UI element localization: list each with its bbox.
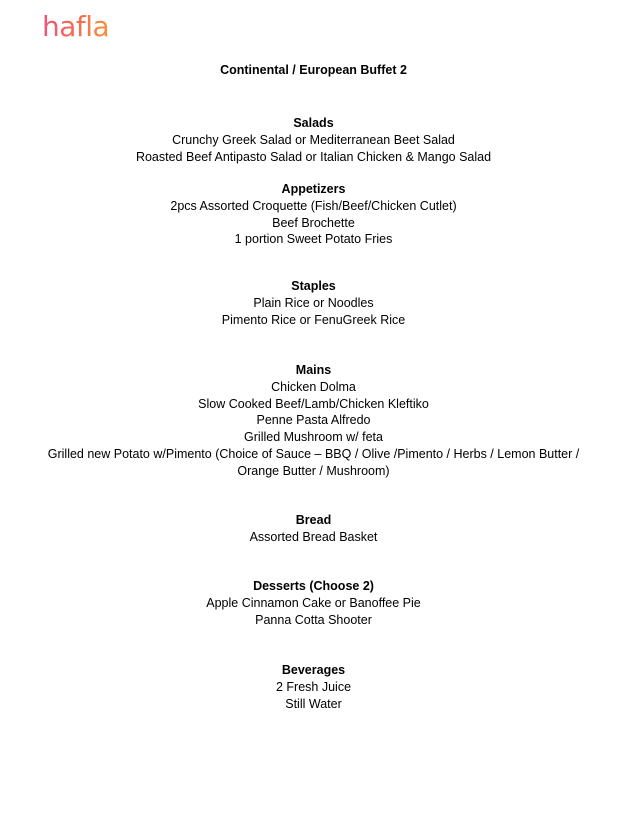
menu-item: Chicken Dolma (271, 379, 356, 394)
section-salads (0, 115, 627, 165)
section-heading: Desserts (Choose 2) (253, 579, 374, 593)
menu-item: Crunchy Greek Salad or Mediterranean Beet Salad (172, 132, 455, 147)
menu-item: 2pcs Assorted Croquette (Fish/Beef/Chicken Cutlet) (170, 198, 457, 213)
hafla-logo: hafla (42, 10, 110, 43)
section-heading: Beverages (281, 663, 346, 677)
section-heading: Appetizers (281, 182, 346, 196)
section-staples (0, 278, 627, 328)
section-beverages (0, 662, 627, 712)
menu-item: Pimento Rice or FenuGreek Rice (221, 312, 406, 327)
section-bread (0, 512, 627, 546)
section-heading: Salads (293, 116, 334, 130)
menu-item: Plain Rice or Noodles (253, 295, 374, 310)
menu-item: Grilled Mushroom w/ feta (244, 430, 383, 445)
menu-item: Slow Cooked Beef/Lamb/Chicken Kleftiko (198, 396, 429, 411)
menu-item: Beef Brochette (272, 215, 355, 230)
section-heading: Bread (295, 513, 332, 527)
section-heading: Staples (291, 279, 336, 293)
menu-item: Assorted Bread Basket (249, 529, 378, 544)
section-mains (0, 362, 627, 480)
menu-item: Roasted Beef Antipasto Salad or Italian Chicken & Mango Salad (135, 149, 492, 164)
document-title: Continental / European Buffet 2 (220, 63, 407, 77)
menu-item: 2 Fresh Juice (275, 679, 352, 694)
section-appetizers (0, 181, 627, 248)
menu-item: Panna Cotta Shooter (255, 612, 372, 627)
menu-item: Penne Pasta Alfredo (256, 413, 371, 428)
section-desserts (0, 578, 627, 628)
section-heading: Mains (295, 363, 332, 377)
menu-item: 1 portion Sweet Potato Fries (234, 232, 393, 247)
menu-item: Grilled new Potato w/Pimento (Choice of Sauce – BBQ / Olive /Pimento / Herbs / Lemon Butter / Orange Butter / Mushroom) (47, 446, 580, 478)
menu-item: Apple Cinnamon Cake or Banoffee Pie (206, 595, 421, 610)
menu-item: Still Water (285, 696, 342, 711)
